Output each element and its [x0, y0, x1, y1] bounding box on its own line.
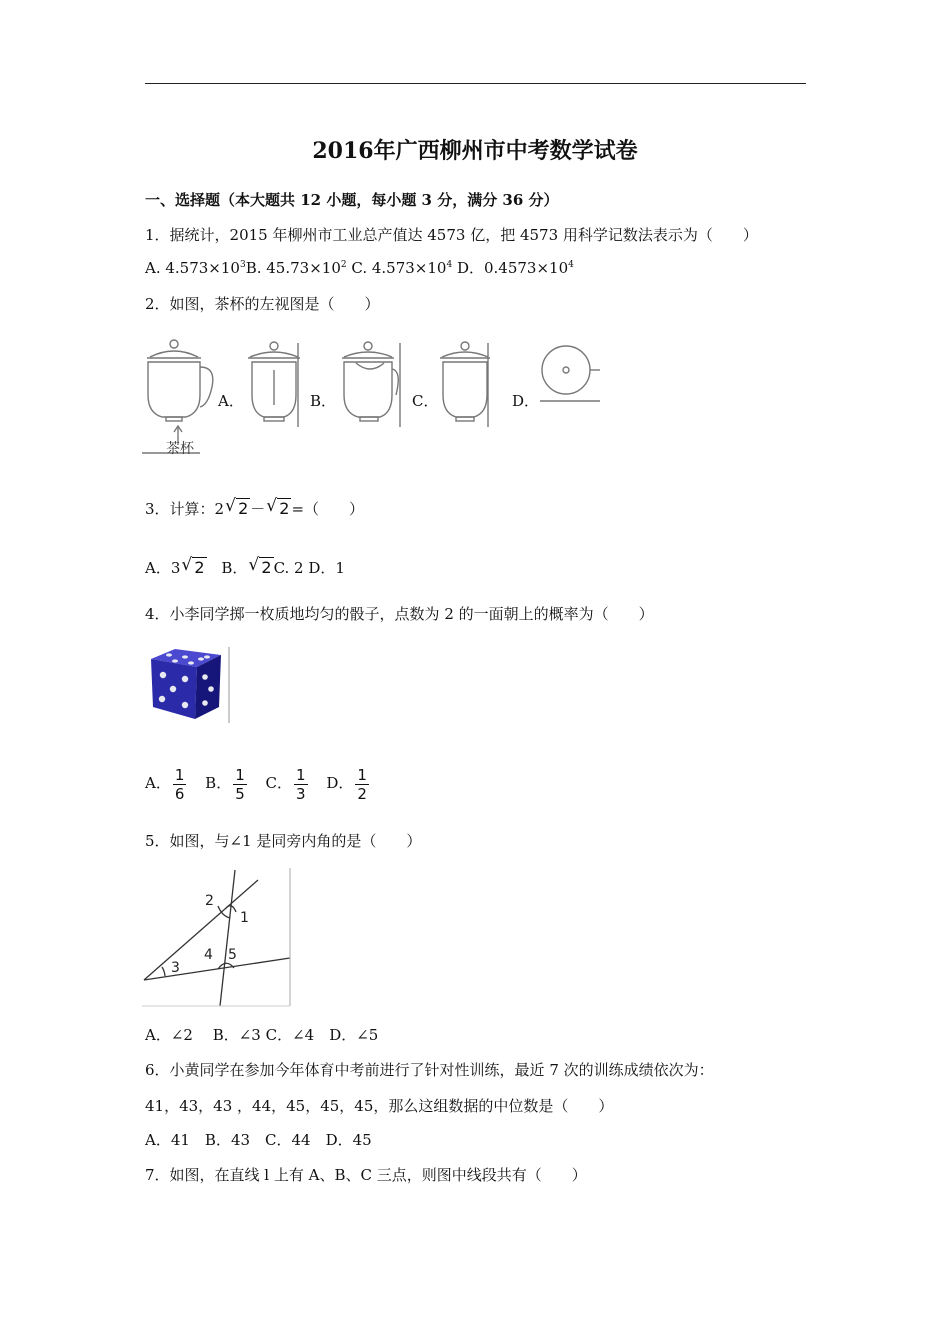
q6-options: A．41 B．43 C．44 D．45	[145, 1131, 372, 1149]
angle-figure	[140, 866, 295, 1011]
page-title: 2016年广西柳州市中考数学试卷	[312, 138, 638, 164]
section-heading: 一、选择题（本大题共 12 小题，每小题 3 分，满分 36 分）	[145, 191, 559, 209]
q3-option-rest: C. 2 D．1	[273, 559, 345, 577]
sqrt-2: √ 2	[181, 555, 205, 577]
q2-option-c: C．	[412, 392, 439, 410]
q4-option-a-label: A．	[145, 774, 171, 792]
q1-option-c: C. $4.573\times 10^4$	[351, 259, 453, 277]
angle-label-5: 5	[228, 947, 237, 963]
q3-option-a: A．3 √ 2	[145, 555, 205, 577]
q3-option-b: B． √ 2	[221, 555, 272, 577]
dice-figure	[145, 645, 235, 725]
angle-3-arc	[162, 967, 165, 976]
angle-label-2: 2	[205, 893, 214, 909]
q4-option-c-label: C．	[265, 774, 293, 792]
angle-label-3: 3	[171, 960, 180, 976]
q1-option-a: A. $4.573\times 10^3$	[145, 259, 246, 277]
sqrt-2: √ 2	[225, 496, 249, 518]
q2-cup-figures	[140, 335, 610, 460]
header-rule	[145, 83, 806, 84]
q4-stem: 4．小李同学掷一枚质地均匀的骰子，点数为 2 的一面朝上的概率为（ ）	[145, 605, 654, 623]
q5-options: A．∠2 B．∠3 C．∠4 D．∠5	[145, 1026, 379, 1044]
q1-stem: 1．据统计，2015 年柳州市工业总产值达 4573 亿，把 4573 用科学记数法表示为（ ）	[145, 226, 758, 244]
q4-options	[145, 763, 371, 803]
teacup-figure	[142, 340, 213, 453]
q2-option-b: B．	[310, 392, 337, 410]
q2-stem: 2．如图，茶杯的左视图是（ ）	[145, 295, 380, 313]
fraction-one-half: $\frac{1}{2}$	[357, 765, 367, 803]
transversal-line	[220, 870, 235, 1006]
q3-options	[145, 555, 345, 578]
sqrt-2: √ 2	[248, 555, 272, 577]
q4-option-d-label: D．	[326, 774, 354, 792]
q1-options	[145, 258, 574, 278]
fraction-one-sixth: $\frac{1}{6}$	[174, 765, 185, 803]
sqrt-2: √ 2	[266, 496, 290, 518]
angle-label-4: 4	[204, 947, 213, 963]
q5-stem: 5．如图，与∠1 是同旁内角的是（ ）	[145, 832, 422, 850]
q6-stem-line2: 41，43，43 ，44，45，45，45，那么这组数据的中位数是（ ）	[145, 1097, 614, 1115]
q1-option-b: B. $45.73\times 10^2$	[245, 259, 347, 277]
angle-label-1: 1	[240, 910, 249, 926]
q2-option-a: A．	[218, 392, 244, 410]
fraction-one-fifth: $\frac{1}{5}$	[235, 765, 245, 803]
q2-option-d: D．	[512, 392, 540, 410]
option-d-figure	[540, 346, 600, 401]
q3-stem: 3．计算：2 √ 2 － √ 2 =（ ）	[145, 496, 365, 518]
option-b-figure	[342, 342, 400, 427]
q7-stem: 7．如图，在直线 l 上有 A、B、C 三点，则图中线段共有（ ）	[145, 1166, 587, 1184]
fraction-one-third: $\frac{1}{3}$	[296, 765, 306, 803]
q4-option-b-label: B．	[205, 774, 232, 792]
option-a-figure	[248, 342, 300, 427]
q1-option-d: D．$0.4573\times 10^4$	[456, 259, 574, 277]
option-c-figure	[440, 342, 490, 427]
angle-2-arc	[218, 906, 230, 918]
q6-stem-line1: 6．小黄同学在参加今年体育中考前进行了针对性训练，最近 7 次的训练成绩依次为：	[145, 1061, 714, 1079]
teacup-caption: 茶杯	[166, 441, 194, 457]
